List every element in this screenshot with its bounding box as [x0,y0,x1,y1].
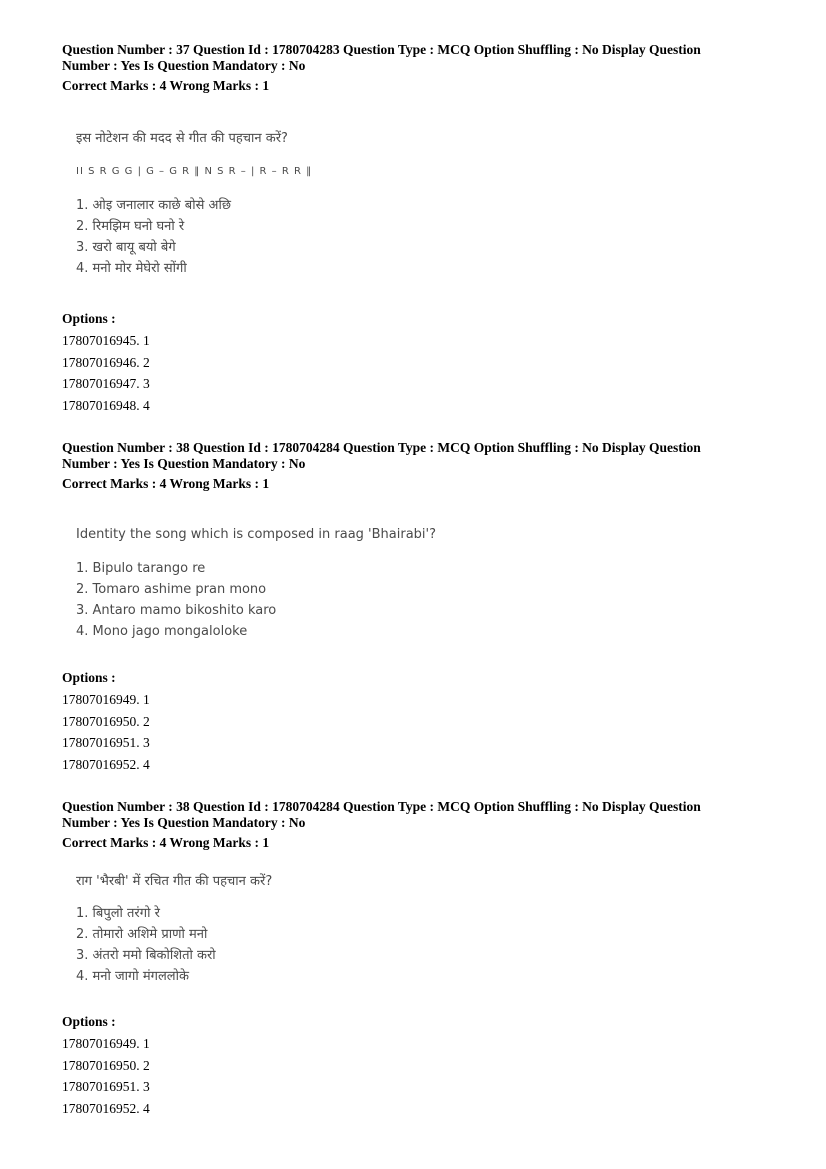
options-list [62,1033,150,1120]
question-image-38-hi [76,871,272,987]
choice-item: 3. Antaro mamo bikoshito karo [76,603,277,618]
option-item: 17807016950. 2 [62,1057,150,1073]
question-meta-line1: Question Number : 37 Question Id : 1780704283 Question Type : MCQ Option Shuffling : No Display Question [62,42,701,57]
question-meta-line1: Question Number : 38 Question Id : 1780704284 Question Type : MCQ Option Shuffling : No Display Question [62,440,701,455]
question-image-37 [76,128,312,279]
option-item: 17807016949. 1 [62,692,150,707]
question-meta-line2: Number : Yes Is Question Mandatory : No [62,815,306,830]
option-item: 17807016947. 3 [62,376,150,392]
question-image-38-en [76,527,436,642]
choice-item: 1. बिपुलो तरंगो रे [76,906,160,921]
option-item: 17807016952. 4 [62,757,150,773]
choice-item: 4. मनो मोर मेघेरो सोंगी [76,261,187,276]
question-marks: Correct Marks : 4 Wrong Marks : 1 [62,835,270,850]
question-meta-line2: Number : Yes Is Question Mandatory : No [62,456,306,471]
choice-item: 2. Tomaro ashime pran mono [76,582,267,597]
options-label: Options : [62,1014,116,1029]
choice-item: 2. तोमारो अशिमे प्राणो मनो [76,927,208,942]
options-list [62,689,150,776]
choice-list [76,558,436,642]
question-marks: Correct Marks : 4 Wrong Marks : 1 [62,476,270,491]
choice-item: 4. Mono jago mongaloloke [76,624,248,639]
choice-item: 1. Bipulo tarango re [76,561,206,576]
options-label: Options : [62,670,116,685]
choice-list [76,903,272,987]
option-item: 17807016946. 2 [62,354,150,370]
choice-item: 3. खरो बायू बयो बेगे [76,240,176,255]
option-item: 17807016952. 4 [62,1101,150,1117]
option-item: 17807016951. 3 [62,1079,150,1095]
choice-item: 1. ओइ जनालार काछे बोसे अछि [76,198,231,213]
question-header-38 [62,440,782,492]
options-label: Options : [62,311,116,326]
option-item: 17807016945. 1 [62,333,150,348]
options-list [62,330,150,417]
option-item: 17807016951. 3 [62,735,150,751]
option-item: 17807016948. 4 [62,398,150,414]
question-meta-line2: Number : Yes Is Question Mandatory : No [62,58,306,73]
choice-item: 4. मनो जागो मंगललोके [76,969,189,984]
choice-list [76,195,312,279]
question-text: इस नोटेशन की मदद से गीत की पहचान करें? [76,131,288,146]
question-header-38-hi [62,799,782,851]
question-header-37 [62,42,782,94]
question-marks: Correct Marks : 4 Wrong Marks : 1 [62,78,270,93]
choice-item: 2. रिमझिम घनो घनो रे [76,219,185,234]
option-item: 17807016950. 2 [62,713,150,729]
option-item: 17807016949. 1 [62,1036,150,1051]
question-meta-line1: Question Number : 38 Question Id : 1780704284 Question Type : MCQ Option Shuffling : No Display Question [62,799,701,814]
question-text: राग 'भैरबी' में रचित गीत की पहचान करें? [76,874,273,889]
choice-item: 3. अंतरो ममो बिकोशितो करो [76,948,216,963]
question-text: Identity the song which is composed in raag 'Bhairabi'? [76,527,437,542]
notation-line: II S R G G | G – G R ‖ N S R – | R – R R ‖ [76,166,313,177]
